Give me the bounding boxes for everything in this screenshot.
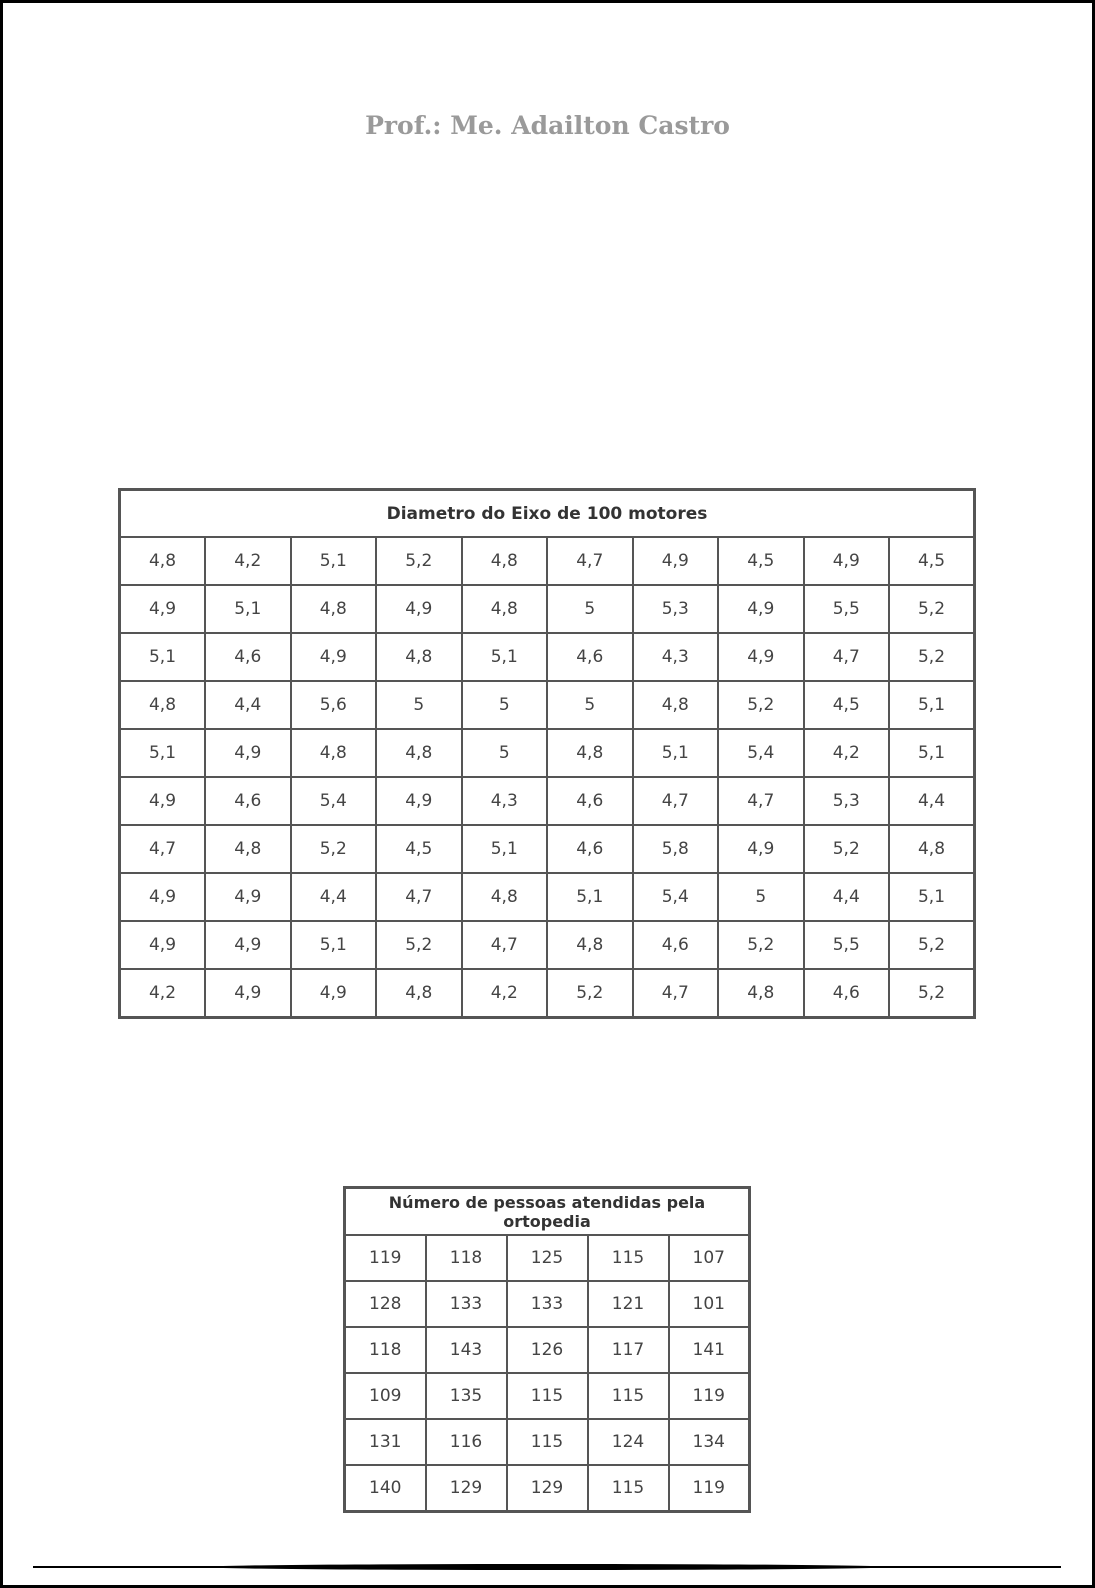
table-row — [345, 1465, 750, 1512]
orthopedics-patients-table — [343, 1186, 751, 1513]
table-cell: 117 — [588, 1327, 669, 1373]
table-cell: 5 — [547, 585, 633, 633]
table-title: Número de pessoas atendidas pela ortopedia — [345, 1188, 750, 1236]
table-cell: 4,4 — [889, 777, 975, 825]
table-cell: 4,8 — [376, 729, 462, 777]
table-cell: 5,2 — [376, 921, 462, 969]
table-cell: 135 — [426, 1373, 507, 1419]
table-cell: 5,2 — [889, 921, 975, 969]
table-cell: 109 — [345, 1373, 426, 1419]
table-cell: 4,3 — [462, 777, 548, 825]
table-cell: 126 — [507, 1327, 588, 1373]
table-cell: 5,1 — [120, 729, 206, 777]
table-cell: 116 — [426, 1419, 507, 1465]
table-cell: 5 — [462, 681, 548, 729]
table-cell: 4,9 — [376, 777, 462, 825]
table-cell: 5,1 — [889, 873, 975, 921]
table-cell: 5,4 — [291, 777, 377, 825]
table-cell: 4,8 — [462, 873, 548, 921]
table-cell: 4,8 — [205, 825, 291, 873]
table-cell: 4,7 — [462, 921, 548, 969]
table-cell: 5,5 — [804, 585, 890, 633]
table-cell: 4,7 — [633, 969, 719, 1018]
table-cell: 125 — [507, 1235, 588, 1281]
motor-diameter-table — [118, 488, 976, 1019]
table-cell: 101 — [669, 1281, 750, 1327]
table-row — [345, 1373, 750, 1419]
table-cell: 4,8 — [291, 729, 377, 777]
table-row — [120, 537, 975, 585]
table-cell: 4,9 — [718, 825, 804, 873]
table-cell: 4,8 — [376, 633, 462, 681]
table-cell: 4,7 — [547, 537, 633, 585]
table-cell: 134 — [669, 1419, 750, 1465]
table-cell: 4,9 — [120, 585, 206, 633]
table-cell: 4,7 — [120, 825, 206, 873]
table-cell: 4,8 — [547, 729, 633, 777]
table-cell: 4,9 — [205, 873, 291, 921]
table-row — [120, 825, 975, 873]
table-cell: 5,2 — [718, 921, 804, 969]
table-cell: 4,3 — [633, 633, 719, 681]
table-cell: 4,8 — [462, 537, 548, 585]
table-cell: 107 — [669, 1235, 750, 1281]
table-cell: 5,1 — [462, 633, 548, 681]
table-cell: 4,9 — [291, 633, 377, 681]
table-row — [345, 1419, 750, 1465]
table-cell: 5,1 — [462, 825, 548, 873]
table-cell: 4,6 — [205, 777, 291, 825]
table-cell: 4,6 — [547, 825, 633, 873]
table-cell: 5,2 — [291, 825, 377, 873]
table-cell: 5,3 — [804, 777, 890, 825]
table-cell: 5,2 — [547, 969, 633, 1018]
page-title: Prof.: Me. Adailton Castro — [365, 111, 730, 140]
table-cell: 140 — [345, 1465, 426, 1512]
table-cell: 4,9 — [205, 969, 291, 1018]
table-cell: 4,8 — [718, 969, 804, 1018]
table-cell: 5,2 — [804, 825, 890, 873]
table-cell: 5,2 — [718, 681, 804, 729]
table-cell: 119 — [345, 1235, 426, 1281]
table-cell: 4,6 — [633, 921, 719, 969]
table-cell: 4,9 — [120, 921, 206, 969]
table-cell: 4,9 — [718, 633, 804, 681]
table-cell: 5,1 — [120, 633, 206, 681]
table-cell: 4,6 — [205, 633, 291, 681]
table-cell: 4,8 — [120, 537, 206, 585]
table-cell: 4,4 — [804, 873, 890, 921]
table-cell: 5 — [462, 729, 548, 777]
table-cell: 4,2 — [462, 969, 548, 1018]
table-cell: 124 — [588, 1419, 669, 1465]
table-cell: 5,1 — [205, 585, 291, 633]
table-cell: 143 — [426, 1327, 507, 1373]
table-cell: 115 — [588, 1235, 669, 1281]
table-cell: 4,8 — [291, 585, 377, 633]
table-cell: 141 — [669, 1327, 750, 1373]
table-cell: 4,9 — [120, 873, 206, 921]
table-cell: 133 — [507, 1281, 588, 1327]
table-cell: 4,4 — [205, 681, 291, 729]
table-cell: 4,9 — [376, 585, 462, 633]
table-cell: 118 — [426, 1235, 507, 1281]
table-cell: 4,8 — [462, 585, 548, 633]
table-cell: 4,7 — [804, 633, 890, 681]
table-cell: 129 — [507, 1465, 588, 1512]
table-row — [120, 729, 975, 777]
table-row — [345, 1235, 750, 1281]
table-row — [120, 777, 975, 825]
table-cell: 119 — [669, 1373, 750, 1419]
table-cell: 4,6 — [804, 969, 890, 1018]
table-cell: 5,4 — [633, 873, 719, 921]
table-cell: 4,8 — [120, 681, 206, 729]
table-cell: 4,5 — [889, 537, 975, 585]
table-cell: 4,8 — [376, 969, 462, 1018]
table-cell: 131 — [345, 1419, 426, 1465]
table-cell: 133 — [426, 1281, 507, 1327]
table-cell: 4,9 — [291, 969, 377, 1018]
table-cell: 5,1 — [889, 729, 975, 777]
table-cell: 5,4 — [718, 729, 804, 777]
table-cell: 4,7 — [376, 873, 462, 921]
table-cell: 5,2 — [376, 537, 462, 585]
table-row — [120, 585, 975, 633]
table-cell: 5,8 — [633, 825, 719, 873]
table-row — [120, 633, 975, 681]
table-cell: 5,2 — [889, 585, 975, 633]
table-cell: 5,6 — [291, 681, 377, 729]
table-cell: 4,5 — [376, 825, 462, 873]
table-cell: 121 — [588, 1281, 669, 1327]
table-cell: 4,7 — [633, 777, 719, 825]
table-cell: 4,8 — [889, 825, 975, 873]
table-cell: 115 — [588, 1465, 669, 1512]
table-cell: 5 — [376, 681, 462, 729]
table-cell: 4,2 — [205, 537, 291, 585]
table-cell: 4,4 — [291, 873, 377, 921]
table-cell: 5,1 — [889, 681, 975, 729]
footer-divider-accent — [203, 1564, 891, 1570]
table-title: Diametro do Eixo de 100 motores — [120, 490, 975, 538]
table-cell: 5,1 — [547, 873, 633, 921]
table-cell: 4,9 — [205, 921, 291, 969]
table-cell: 5,5 — [804, 921, 890, 969]
table-row — [345, 1327, 750, 1373]
table-cell: 4,9 — [804, 537, 890, 585]
table-cell: 129 — [426, 1465, 507, 1512]
table-row — [120, 681, 975, 729]
table-cell: 119 — [669, 1465, 750, 1512]
table-cell: 4,9 — [718, 585, 804, 633]
table-cell: 5,3 — [633, 585, 719, 633]
table-cell: 4,6 — [547, 777, 633, 825]
table-cell: 4,5 — [718, 537, 804, 585]
table-cell: 4,2 — [120, 969, 206, 1018]
table-row — [120, 969, 975, 1018]
table-cell: 115 — [507, 1419, 588, 1465]
table-cell: 4,7 — [718, 777, 804, 825]
table-cell: 4,9 — [120, 777, 206, 825]
table-cell: 128 — [345, 1281, 426, 1327]
table-cell: 5,2 — [889, 969, 975, 1018]
table-cell: 4,9 — [205, 729, 291, 777]
table-cell: 4,5 — [804, 681, 890, 729]
table-cell: 5,1 — [291, 921, 377, 969]
table-cell: 5,1 — [633, 729, 719, 777]
table-cell: 118 — [345, 1327, 426, 1373]
table-row — [120, 873, 975, 921]
table-cell: 4,9 — [633, 537, 719, 585]
table-cell: 5,1 — [291, 537, 377, 585]
table-cell: 4,8 — [547, 921, 633, 969]
table-cell: 115 — [588, 1373, 669, 1419]
table-cell: 4,6 — [547, 633, 633, 681]
table-cell: 4,2 — [804, 729, 890, 777]
table-cell: 5 — [547, 681, 633, 729]
table-cell: 4,8 — [633, 681, 719, 729]
table-cell: 5,2 — [889, 633, 975, 681]
table-cell: 5 — [718, 873, 804, 921]
table-row — [120, 921, 975, 969]
table-cell: 115 — [507, 1373, 588, 1419]
table-row — [345, 1281, 750, 1327]
